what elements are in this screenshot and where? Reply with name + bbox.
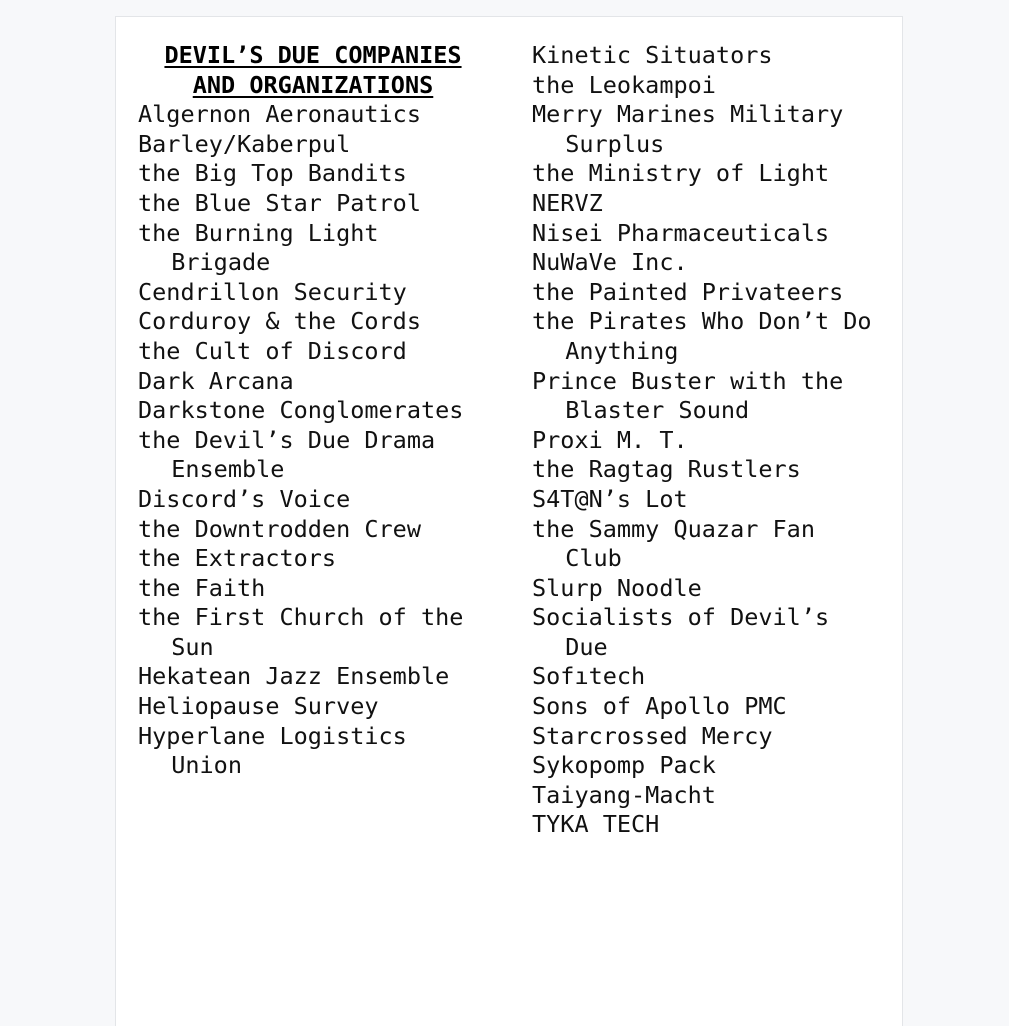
- list-item-label: Corduroy & the Cords: [138, 307, 421, 336]
- list-item-label: Prince Buster with the: [532, 366, 844, 395]
- list-item-label: Discord’s Voice: [138, 484, 351, 513]
- list-item-label: the Ragtag Rustlers: [532, 455, 801, 484]
- list-item: [532, 810, 892, 840]
- list-item: [532, 41, 892, 71]
- list-item: [138, 426, 488, 485]
- list-item-label: Algernon Aeronautics: [138, 100, 421, 129]
- list-item-label: Hekatean Jazz Ensemble: [138, 662, 450, 691]
- list-item-label: NuWaVe Inc.: [532, 248, 688, 277]
- list-item: [532, 367, 892, 426]
- list-item: [138, 307, 488, 337]
- list-item-label: S4T@N’s Lot: [532, 484, 688, 513]
- list-item: [532, 248, 892, 278]
- page-title-line-1: [138, 41, 488, 71]
- list-item: [532, 515, 892, 574]
- page-title: [138, 41, 488, 100]
- list-item-label: the Ministry of Light: [532, 159, 830, 188]
- list-item: [138, 337, 488, 367]
- list-item: [138, 159, 488, 189]
- list-item: [532, 692, 892, 722]
- list-item: [138, 485, 488, 515]
- list-item-label-continuation: Anything: [565, 336, 679, 365]
- list-item-label: the Big Top Bandits: [138, 159, 407, 188]
- list-item-label: the Devil’s Due Drama: [138, 425, 436, 454]
- list-item: [138, 722, 488, 781]
- page-title-text-1: DEVIL’S DUE COMPANIES: [164, 41, 462, 69]
- list-item-label-continuation: Blaster Sound: [565, 396, 750, 425]
- list-item: [138, 100, 488, 130]
- list-item: [138, 574, 488, 604]
- list-item: [138, 367, 488, 397]
- list-item: [532, 751, 892, 781]
- list-item-label-continuation: Union: [171, 751, 242, 780]
- list-item-label: the Faith: [138, 573, 266, 602]
- list-item-label: Proxi M. T.: [532, 425, 688, 454]
- list-item-label: the Extractors: [138, 544, 337, 573]
- list-item-label: Sykopomp Pack: [532, 751, 716, 780]
- page-title-line-2: [138, 71, 488, 101]
- list-item-label: Heliopause Survey: [138, 692, 379, 721]
- list-item-label: the Cult of Discord: [138, 336, 407, 365]
- list-item-label: Merry Marines Military: [532, 100, 844, 129]
- list-item: [532, 159, 892, 189]
- list-item-label: Dark Arcana: [138, 366, 294, 395]
- list-item-label: Cendrillon Security: [138, 277, 407, 306]
- right-column: [532, 41, 892, 840]
- left-column-entry-list: [138, 100, 488, 781]
- list-item-label: Starcrossed Mercy: [532, 721, 773, 750]
- list-item-label-continuation: Due: [565, 632, 608, 661]
- list-item: [532, 100, 892, 159]
- list-item-label-continuation: Club: [565, 544, 622, 573]
- list-item: [532, 722, 892, 752]
- left-column: [138, 41, 488, 781]
- list-item: [138, 544, 488, 574]
- list-item: [532, 307, 892, 366]
- list-item: [138, 515, 488, 545]
- list-item-label: Sofıtech: [532, 662, 646, 691]
- list-item-label-continuation: Surplus: [565, 129, 665, 158]
- list-item-label: Barley/Kaberpul: [138, 129, 351, 158]
- list-item: [138, 603, 488, 662]
- list-item-label: the First Church of the: [138, 603, 464, 632]
- list-item: [532, 781, 892, 811]
- page-title-text-2: AND ORGANIZATIONS: [192, 70, 434, 99]
- list-item: [138, 662, 488, 692]
- list-item: [138, 189, 488, 219]
- list-item-label: the Blue Star Patrol: [138, 188, 421, 217]
- list-item-label: Socialists of Devil’s: [532, 603, 830, 632]
- list-item: [138, 692, 488, 722]
- list-item: [532, 278, 892, 308]
- list-item: [532, 485, 892, 515]
- list-item: [532, 426, 892, 456]
- list-item: [138, 278, 488, 308]
- document-sheet: [115, 16, 903, 1026]
- list-item: [532, 603, 892, 662]
- list-item-label: the Leokampoi: [532, 70, 716, 99]
- list-item-label: Kinetic Situators: [532, 41, 773, 69]
- list-item-label: Slurp Noodle: [532, 573, 702, 602]
- list-item-label: TYKA TECH: [532, 810, 660, 839]
- list-item-label: Nisei Pharmaceuticals: [532, 218, 830, 247]
- list-item-label: Hyperlane Logistics: [138, 721, 407, 750]
- list-item-label-continuation: Ensemble: [171, 455, 285, 484]
- list-item-label-continuation: Sun: [171, 632, 214, 661]
- list-item: [138, 219, 488, 278]
- list-item-label: the Downtrodden Crew: [138, 514, 421, 543]
- list-item-label: Darkstone Conglomerates: [138, 396, 464, 425]
- list-item: [532, 189, 892, 219]
- list-item-label: NERVZ: [532, 188, 603, 217]
- list-item: [532, 219, 892, 249]
- list-item-label: the Painted Privateers: [532, 277, 844, 306]
- list-item-label: Taiyang-Macht: [532, 780, 716, 809]
- list-item-label: the Pirates Who Don’t Do: [532, 307, 872, 336]
- list-item-label: Sons of Apollo PMC: [532, 692, 787, 721]
- list-item-label-continuation: Brigade: [171, 248, 271, 277]
- right-column-entry-list: [532, 41, 892, 840]
- list-item-label: the Burning Light: [138, 218, 379, 247]
- document-body: [116, 17, 902, 1026]
- list-item: [138, 396, 488, 426]
- list-item: [532, 71, 892, 101]
- list-item: [532, 662, 892, 692]
- list-item: [532, 455, 892, 485]
- list-item-label: the Sammy Quazar Fan: [532, 514, 815, 543]
- list-item: [138, 130, 488, 160]
- list-item: [532, 574, 892, 604]
